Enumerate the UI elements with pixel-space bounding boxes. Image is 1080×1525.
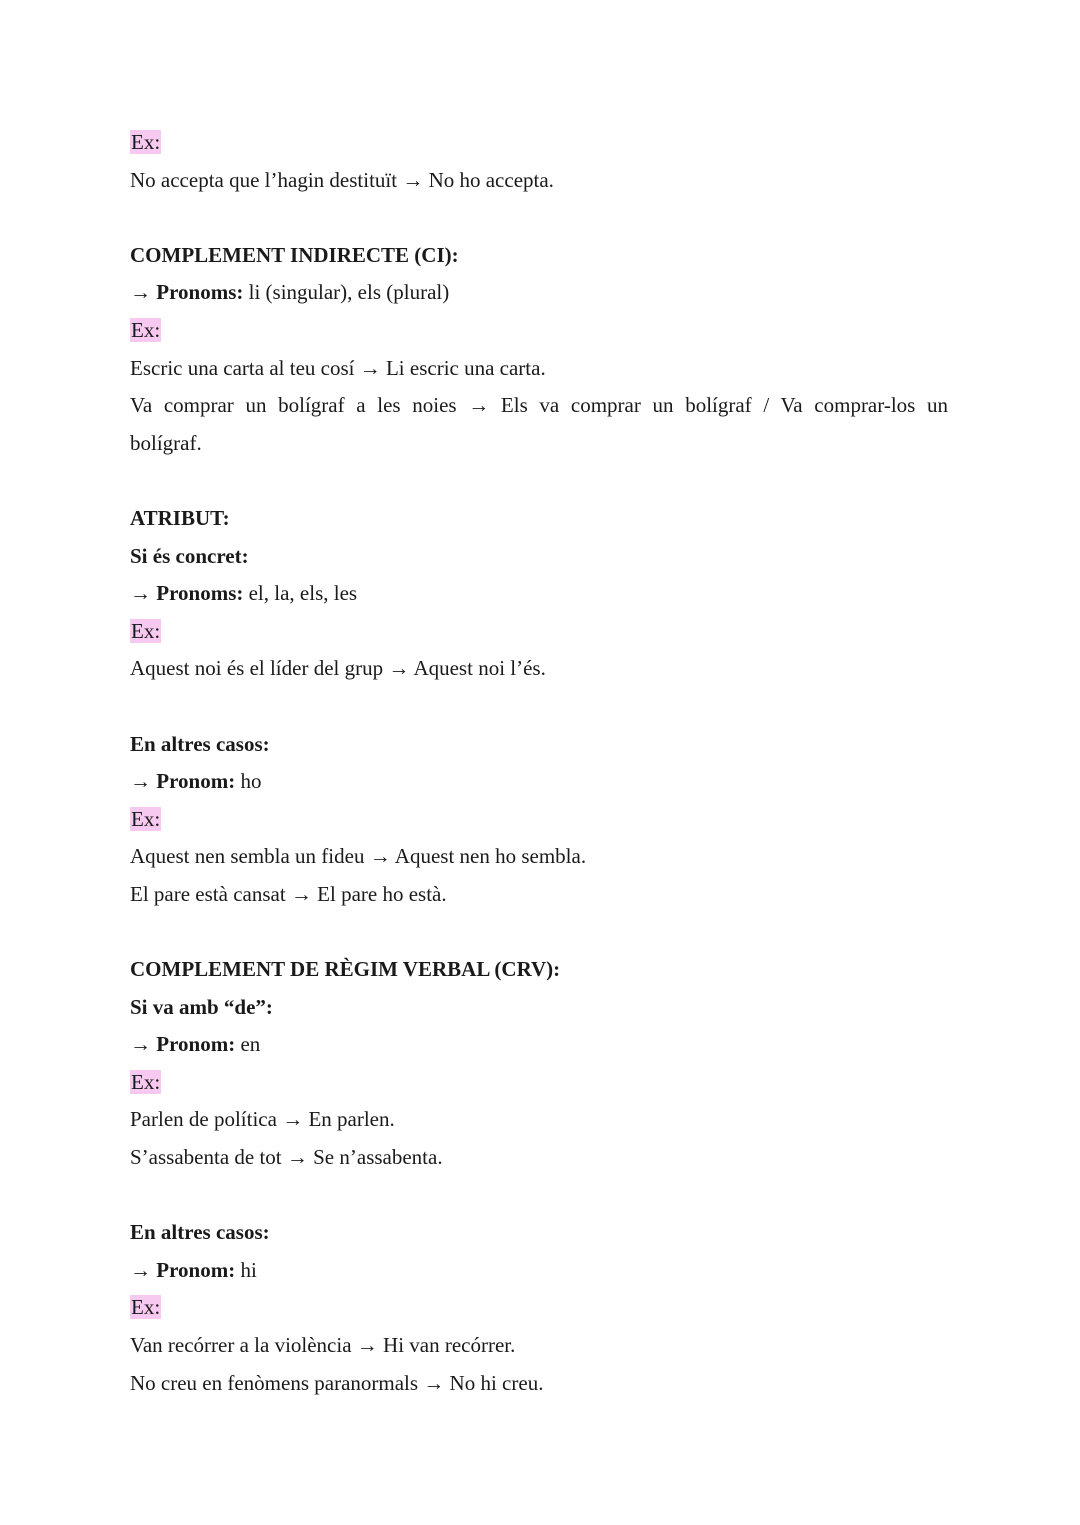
arrow-icon: → bbox=[130, 581, 151, 606]
spacer bbox=[130, 462, 948, 500]
example-label-line bbox=[130, 613, 948, 651]
pronom-value: hi bbox=[235, 1257, 257, 1282]
subheading: Si va amb “de”: bbox=[130, 994, 273, 1019]
pronom-label: Pronom: bbox=[156, 1032, 236, 1057]
example-label: Ex: bbox=[131, 317, 161, 342]
example-sentence: Aquest nen sembla un fideu → Aquest nen ho sembla. bbox=[130, 844, 587, 869]
pronom-label: Pronom: bbox=[156, 1257, 236, 1282]
pronom-line-atribut bbox=[130, 763, 948, 801]
pronom-value: ho bbox=[235, 769, 262, 794]
arrow-icon: → bbox=[130, 1032, 151, 1057]
subheading: En altres casos: bbox=[130, 1220, 270, 1245]
spacer bbox=[130, 1177, 948, 1215]
pronoms-value: el, la, els, les bbox=[243, 581, 358, 606]
example-label-line bbox=[130, 1289, 948, 1327]
example-sentence: S’assabenta de tot → Se n’assabenta. bbox=[130, 1145, 443, 1170]
pronoms-label: Pronoms: bbox=[156, 280, 244, 305]
example-label-line bbox=[130, 124, 948, 162]
example-sentence-justified: Va comprar un bolígraf a les noies → Els va comprar un bolígraf / Va comprar-los un bbox=[130, 393, 948, 418]
example-sentence: Escric una carta al teu cosí → Li escric una carta. bbox=[130, 355, 546, 380]
subheading: Si és concret: bbox=[130, 543, 249, 568]
pronoms-line-atribut bbox=[130, 575, 948, 613]
arrow-icon: → bbox=[130, 280, 151, 305]
section-heading-crv: COMPLEMENT DE RÈGIM VERBAL (CRV): bbox=[130, 957, 561, 982]
pronoms-value: li (singular), els (plural) bbox=[243, 280, 450, 305]
pronom-label: Pronom: bbox=[156, 769, 236, 794]
example-label: Ex: bbox=[131, 806, 161, 831]
example-sentence: El pare està cansat → El pare ho està. bbox=[130, 881, 447, 906]
section-heading-atribut: ATRIBUT: bbox=[130, 505, 230, 530]
example-sentence-continued: bolígraf. bbox=[130, 430, 202, 455]
pronom-line-crv bbox=[130, 1252, 948, 1290]
document-page bbox=[130, 124, 948, 1402]
spacer bbox=[130, 688, 948, 726]
arrow-icon: → bbox=[130, 1257, 151, 1282]
arrow-icon: → bbox=[130, 769, 151, 794]
example-label: Ex: bbox=[131, 1295, 161, 1320]
subheading: En altres casos: bbox=[130, 731, 270, 756]
example-sentence: Van recórrer a la violència → Hi van recórrer. bbox=[130, 1333, 516, 1357]
spacer bbox=[130, 913, 948, 951]
example-sentence: Aquest noi és el líder del grup → Aquest noi l’és. bbox=[130, 656, 546, 681]
pronoms-label: Pronoms: bbox=[156, 581, 244, 606]
spacer bbox=[130, 199, 948, 237]
section-heading-ci: COMPLEMENT INDIRECTE (CI): bbox=[130, 242, 459, 267]
pronom-value: en bbox=[235, 1032, 261, 1057]
example-label-line bbox=[130, 801, 948, 839]
example-sentence: Parlen de política → En parlen. bbox=[130, 1107, 395, 1132]
example-label-line bbox=[130, 1064, 948, 1102]
example-label-line bbox=[130, 312, 948, 350]
example-label: Ex: bbox=[131, 618, 161, 643]
example-label: Ex: bbox=[131, 130, 161, 154]
pronoms-line-ci bbox=[130, 274, 948, 312]
pronom-line-crv bbox=[130, 1026, 948, 1064]
example-label: Ex: bbox=[131, 1069, 161, 1094]
example-sentence: No accepta que l’hagin destituït → No ho accepta. bbox=[130, 167, 554, 192]
example-sentence: No creu en fenòmens paranormals → No hi creu. bbox=[130, 1370, 544, 1395]
